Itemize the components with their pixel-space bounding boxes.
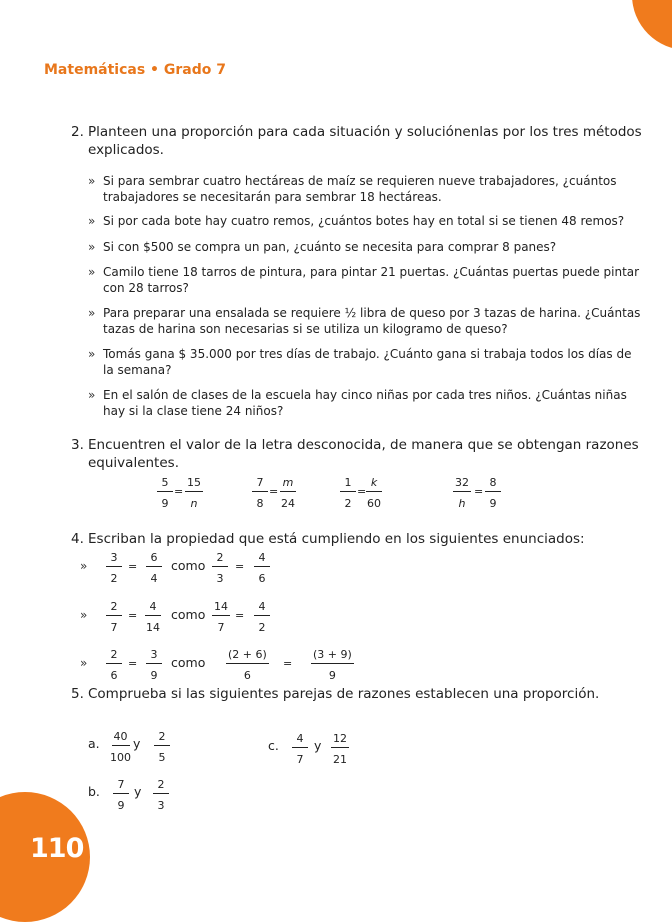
q2-item-line1: Tomás gana $ 35.000 por tres días de trabajo. ¿Cuánto gana si trabaja todos los días de [103,347,632,361]
q2-item-line2: hay si la clase tiene 24 niños? [103,404,284,418]
numerator: (3 + 9) [311,648,354,664]
denominator: 9 [161,497,169,510]
q2-item-line1: Si por cada bote hay cuatro remos, ¿cuántos botes hay en total si se tienen 48 remos? [103,214,625,228]
numerator: 4 [254,600,270,616]
fraction [113,778,129,812]
denominator: 7 [296,753,304,766]
numerator: 7 [252,476,268,492]
numerator: 2 [212,551,228,567]
numerator: 3 [106,551,122,567]
denominator: 3 [157,799,165,812]
equals-sign: = [283,657,293,670]
q2-item-line2: la semana? [103,363,172,377]
y-connector: y [134,784,142,799]
y-connector: y [133,736,141,751]
equals-sign: = [357,485,367,498]
denominator: 24 [281,497,295,510]
numerator: 2 [106,648,122,664]
fraction [154,730,170,764]
q2-item-line2: trabajadores se necesitarán para sembrar 18 hectáreas. [103,190,442,204]
y-connector: y [314,738,322,753]
denominator: 5 [158,751,166,764]
fraction [106,648,122,682]
denominator: 4 [150,572,158,585]
denominator: 6 [110,669,118,682]
fraction [106,551,122,585]
denominator: 2 [258,621,266,634]
fraction [254,600,270,634]
denominator: 9 [489,497,497,510]
equals-sign: = [128,560,138,573]
fraction [110,730,131,764]
fraction [212,551,228,585]
q2-item-line2: tazas de harina son necesarias si se utiliza un kilogramo de queso? [103,322,508,336]
q3-number: 3. [71,437,84,453]
numerator: 32 [453,476,471,492]
fraction [254,551,270,585]
denominator: 2 [344,497,352,510]
fraction [146,551,162,585]
equals-sign: = [235,560,245,573]
fraction [252,476,268,510]
fraction [453,476,471,510]
equals-sign: = [269,485,279,498]
fraction [226,648,269,682]
numerator: 5 [157,476,173,492]
denominator: 7 [110,621,118,634]
q2-item-line1: Para preparar una ensalada se requiere ½ libra de queso por 3 tazas de harina. ¿Cuántas [103,306,641,320]
fraction [366,476,382,510]
denominator: h [458,497,466,510]
item-label: c. [268,738,279,753]
como-label: como [171,558,206,573]
fraction [280,476,296,510]
denominator: 8 [256,497,264,510]
numerator: 4 [292,732,308,748]
bullet-icon: » [88,214,96,228]
fraction [485,476,501,510]
numerator: 2 [154,730,170,746]
q2-text-line1: Planteen una proporción para cada situación y soluciónenlas por los tres métodos [88,124,642,140]
q5-number: 5. [71,686,84,702]
bullet-icon: » [88,174,96,188]
q2-item-line2: con 28 tarros? [103,281,189,295]
header-subject: Matemáticas [44,62,146,78]
equals-sign: = [235,609,245,622]
fraction [331,732,349,766]
numerator: 8 [485,476,501,492]
fraction [145,600,161,634]
equals-sign: = [128,657,138,670]
denominator: 9 [328,669,336,682]
q2-item-line1: Camilo tiene 18 tarros de pintura, para pintar 21 puertas. ¿Cuántas puertas puede pintar [103,265,640,279]
bullet-icon: » [88,306,96,320]
q3-text-line1: Encuentren el valor de la letra desconocida, de manera que se obtengan razones [88,437,639,453]
numerator: 4 [145,600,161,616]
numerator: 6 [146,551,162,567]
header-separator: • [150,62,159,78]
equals-sign: = [474,485,484,498]
numerator: k [366,476,382,492]
bullet-icon: » [80,559,88,573]
q2-item-line1: En el salón de clases de la escuela hay cinco niñas por cada tres niños. ¿Cuántas niñas [103,388,627,402]
numerator: (2 + 6) [226,648,269,664]
page-header [44,62,226,78]
bullet-icon: » [80,656,88,670]
header-grade: Grado 7 [163,62,226,78]
page-number: 110 [30,833,84,864]
q5-text: Comprueba si las siguientes parejas de razones establecen una proporción. [88,686,600,702]
numerator: 2 [106,600,122,616]
fraction [157,476,173,510]
q2-number: 2. [71,124,84,140]
denominator: 14 [146,621,160,634]
denominator: 100 [110,751,131,764]
fraction [153,778,169,812]
numerator: m [280,476,296,492]
fraction [106,600,122,634]
q4-text: Escriban la propiedad que está cumpliendo en los siguientes enunciados: [88,531,585,547]
fraction [340,476,356,510]
equals-sign: = [128,609,138,622]
q2-text-line2: explicados. [88,142,164,158]
denominator: 9 [150,669,158,682]
numerator: 12 [331,732,349,748]
numerator: 15 [185,476,203,492]
numerator: 14 [212,600,230,616]
bullet-icon: » [88,388,96,402]
como-label: como [171,607,206,622]
fraction [185,476,203,510]
denominator: 6 [258,572,266,585]
q3-text-line2: equivalentes. [88,455,179,471]
denominator: 21 [333,753,347,766]
como-label: como [171,655,206,670]
item-label: b. [88,784,100,799]
bullet-icon: » [88,240,96,254]
bullet-icon: » [80,608,88,622]
numerator: 4 [254,551,270,567]
fraction [292,732,308,766]
q2-item-line1: Si con $500 se compra un pan, ¿cuánto se necesita para comprar 8 panes? [103,240,557,254]
numerator: 40 [112,730,130,746]
equals-sign: = [174,485,184,498]
denominator: 6 [243,669,251,682]
denominator: 7 [217,621,225,634]
fraction [146,648,162,682]
numerator: 1 [340,476,356,492]
numerator: 3 [146,648,162,664]
denominator: 9 [117,799,125,812]
bullet-icon: » [88,265,96,279]
denominator: 3 [216,572,224,585]
denominator: 2 [110,572,118,585]
denominator: n [190,497,198,510]
numerator: 2 [153,778,169,794]
q4-number: 4. [71,531,84,547]
fraction [212,600,230,634]
numerator: 7 [113,778,129,794]
bullet-icon: » [88,347,96,361]
item-label: a. [88,736,100,751]
q2-item-line1: Si para sembrar cuatro hectáreas de maíz se requieren nueve trabajadores, ¿cuántos [103,174,617,188]
corner-decoration-top [632,0,672,50]
denominator: 60 [367,497,381,510]
fraction [311,648,354,682]
